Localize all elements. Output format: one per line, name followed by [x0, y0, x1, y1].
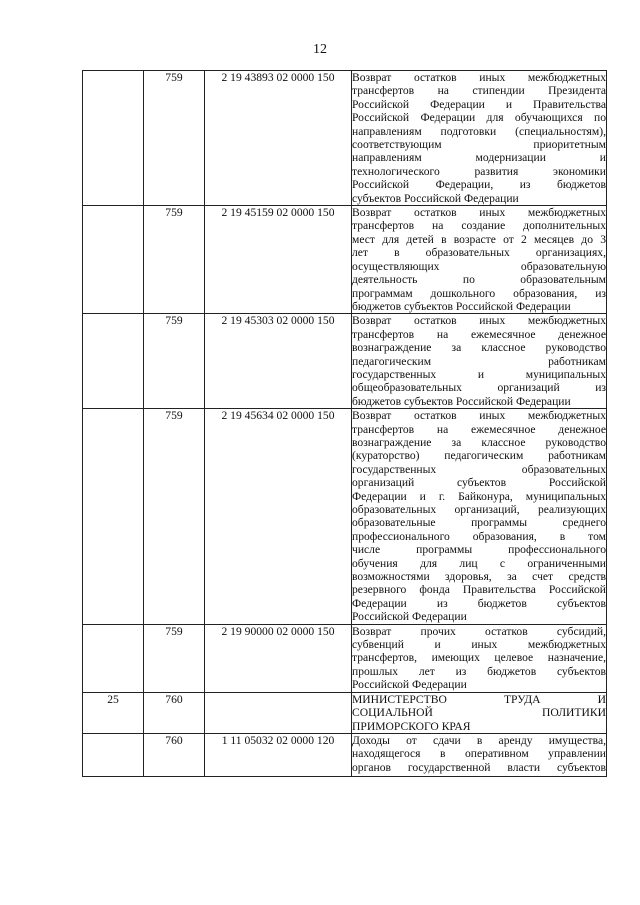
description-line: государственных и муниципальных: [352, 367, 606, 381]
description-line: ПРИМОРСКОГО КРАЯ: [352, 719, 471, 733]
description-line: прошлых лет из бюджетов субъектов: [352, 664, 606, 678]
description-line: бюджетов субъектов Российской Федерации: [352, 394, 571, 408]
description-line: Возврат остатков иных межбюджетных: [352, 314, 606, 328]
description-line: образовательные программы среднего: [352, 516, 606, 530]
description-cell: [352, 71, 607, 206]
admin-code-cell: 760: [144, 692, 205, 733]
admin-code-cell: 759: [144, 206, 205, 314]
description-line: находящегося в оперативном управлении: [352, 747, 606, 761]
description-line: (кураторство) педагогическим работникам: [352, 449, 606, 463]
table-row: [83, 733, 607, 776]
description-line: Возврат остатков иных межбюджетных: [352, 206, 606, 220]
description-cell: [352, 733, 607, 776]
description-line: числе программы профессионального: [352, 543, 606, 557]
description-cell: [352, 409, 607, 625]
description-line: деятельность по образовательным: [352, 273, 606, 287]
description-line: трансфертов на создание дополнительных: [352, 219, 606, 233]
budget-code-cell: 2 19 43893 02 0000 150: [205, 71, 352, 206]
row-number-cell: [83, 206, 144, 314]
budget-code-cell: 2 19 45303 02 0000 150: [205, 314, 352, 409]
admin-code-cell: 759: [144, 71, 205, 206]
description-line: профессионального образования, в том: [352, 529, 606, 543]
row-number-cell: [83, 409, 144, 625]
description-line: вознаграждение за классное руководство: [352, 341, 606, 355]
description-cell: [352, 624, 607, 692]
table-row: [83, 206, 607, 314]
description-line: Российской Федерации, из бюджетов: [352, 178, 606, 192]
description-line: Федерации и г. Байконура, муниципальных: [352, 489, 606, 503]
description-line: Российской Федерации и Правительства: [352, 97, 606, 111]
budget-code-cell: 2 19 90000 02 0000 150: [205, 624, 352, 692]
description-cell: [352, 692, 607, 733]
description-line: Российской Федерации: [352, 610, 467, 624]
admin-code-cell: 759: [144, 314, 205, 409]
description-line: программам дошкольного образования, из: [352, 286, 606, 300]
description-cell: [352, 314, 607, 409]
description-line: лет в образовательных организациях,: [352, 246, 606, 260]
description-line: резервного фонда Правительства Российской: [352, 583, 606, 597]
description-line: мест для детей в возрасте от 2 месяцев до 3: [352, 232, 606, 246]
table-row: [83, 409, 607, 625]
description-line: Федерации из бюджетов субъектов: [352, 596, 606, 610]
description-line: субвенций и иных межбюджетных: [352, 638, 606, 652]
budget-code-cell: [205, 692, 352, 733]
budget-code-cell: 1 11 05032 02 0000 120: [205, 733, 352, 776]
description-line: органов государственной власти субъектов: [352, 760, 606, 774]
admin-code-cell: 759: [144, 409, 205, 625]
row-number-cell: [83, 624, 144, 692]
description-line: Возврат прочих остатков субсидий,: [352, 624, 606, 638]
row-number-cell: [83, 314, 144, 409]
description-line: трансфертов на ежемесячное денежное: [352, 422, 606, 436]
row-number-cell: [83, 733, 144, 776]
table-row: [83, 71, 607, 206]
description-line: государственных образовательных: [352, 462, 606, 476]
admin-code-cell: 760: [144, 733, 205, 776]
admin-code-cell: 759: [144, 624, 205, 692]
description-line: технологического развития экономики: [352, 164, 606, 178]
description-line: МИНИСТЕРСТВО ТРУДА И: [352, 692, 606, 706]
description-line: Возврат остатков иных межбюджетных: [352, 409, 606, 423]
description-line: педагогическим работникам: [352, 354, 606, 368]
page-number: 12: [313, 42, 327, 57]
description-line: СОЦИАЛЬНОЙ ПОЛИТИКИ: [352, 706, 606, 720]
budget-code-cell: 2 19 45159 02 0000 150: [205, 206, 352, 314]
description-line: направлениям подготовки (специальностям),: [352, 124, 606, 138]
description-line: Доходы от сдачи в аренду имущества,: [352, 733, 606, 747]
row-number-cell: 25: [83, 692, 144, 733]
table-body: [83, 71, 607, 777]
description-line: Российской Федерации для обучающихся по: [352, 111, 606, 125]
description-line: трансфертов, имеющих целевое назначение,: [352, 651, 606, 665]
description-line: общеобразовательных организаций из: [352, 381, 606, 395]
description-line: организаций субъектов Российской: [352, 476, 606, 490]
description-line: вознаграждение за классное руководство: [352, 435, 606, 449]
description-line: направлениям модернизации и: [352, 151, 606, 165]
budget-classification-table: [82, 70, 607, 777]
description-line: образовательных организаций, реализующих: [352, 503, 606, 516]
description-line: трансфертов на ежемесячное денежное: [352, 327, 606, 341]
table-row: [83, 314, 607, 409]
budget-code-cell: 2 19 45634 02 0000 150: [205, 409, 352, 625]
description-line: соответствующим приоритетным: [352, 138, 606, 152]
description-line: трансфертов на стипендии Президента: [352, 84, 606, 98]
description-line: субъектов Российской Федерации: [352, 191, 519, 205]
description-line: обучения для лиц с ограниченными: [352, 556, 606, 570]
description-line: Российской Федерации: [352, 678, 467, 692]
table-row: [83, 624, 607, 692]
description-line: возможностями здоровья, за счет средств: [352, 570, 606, 584]
row-number-cell: [83, 71, 144, 206]
description-cell: [352, 206, 607, 314]
description-line: Возврат остатков иных межбюджетных: [352, 71, 606, 84]
table-row: [83, 692, 607, 733]
description-line: осуществляющих образовательную: [352, 259, 606, 273]
description-line: бюджетов субъектов Российской Федерации: [352, 299, 571, 313]
